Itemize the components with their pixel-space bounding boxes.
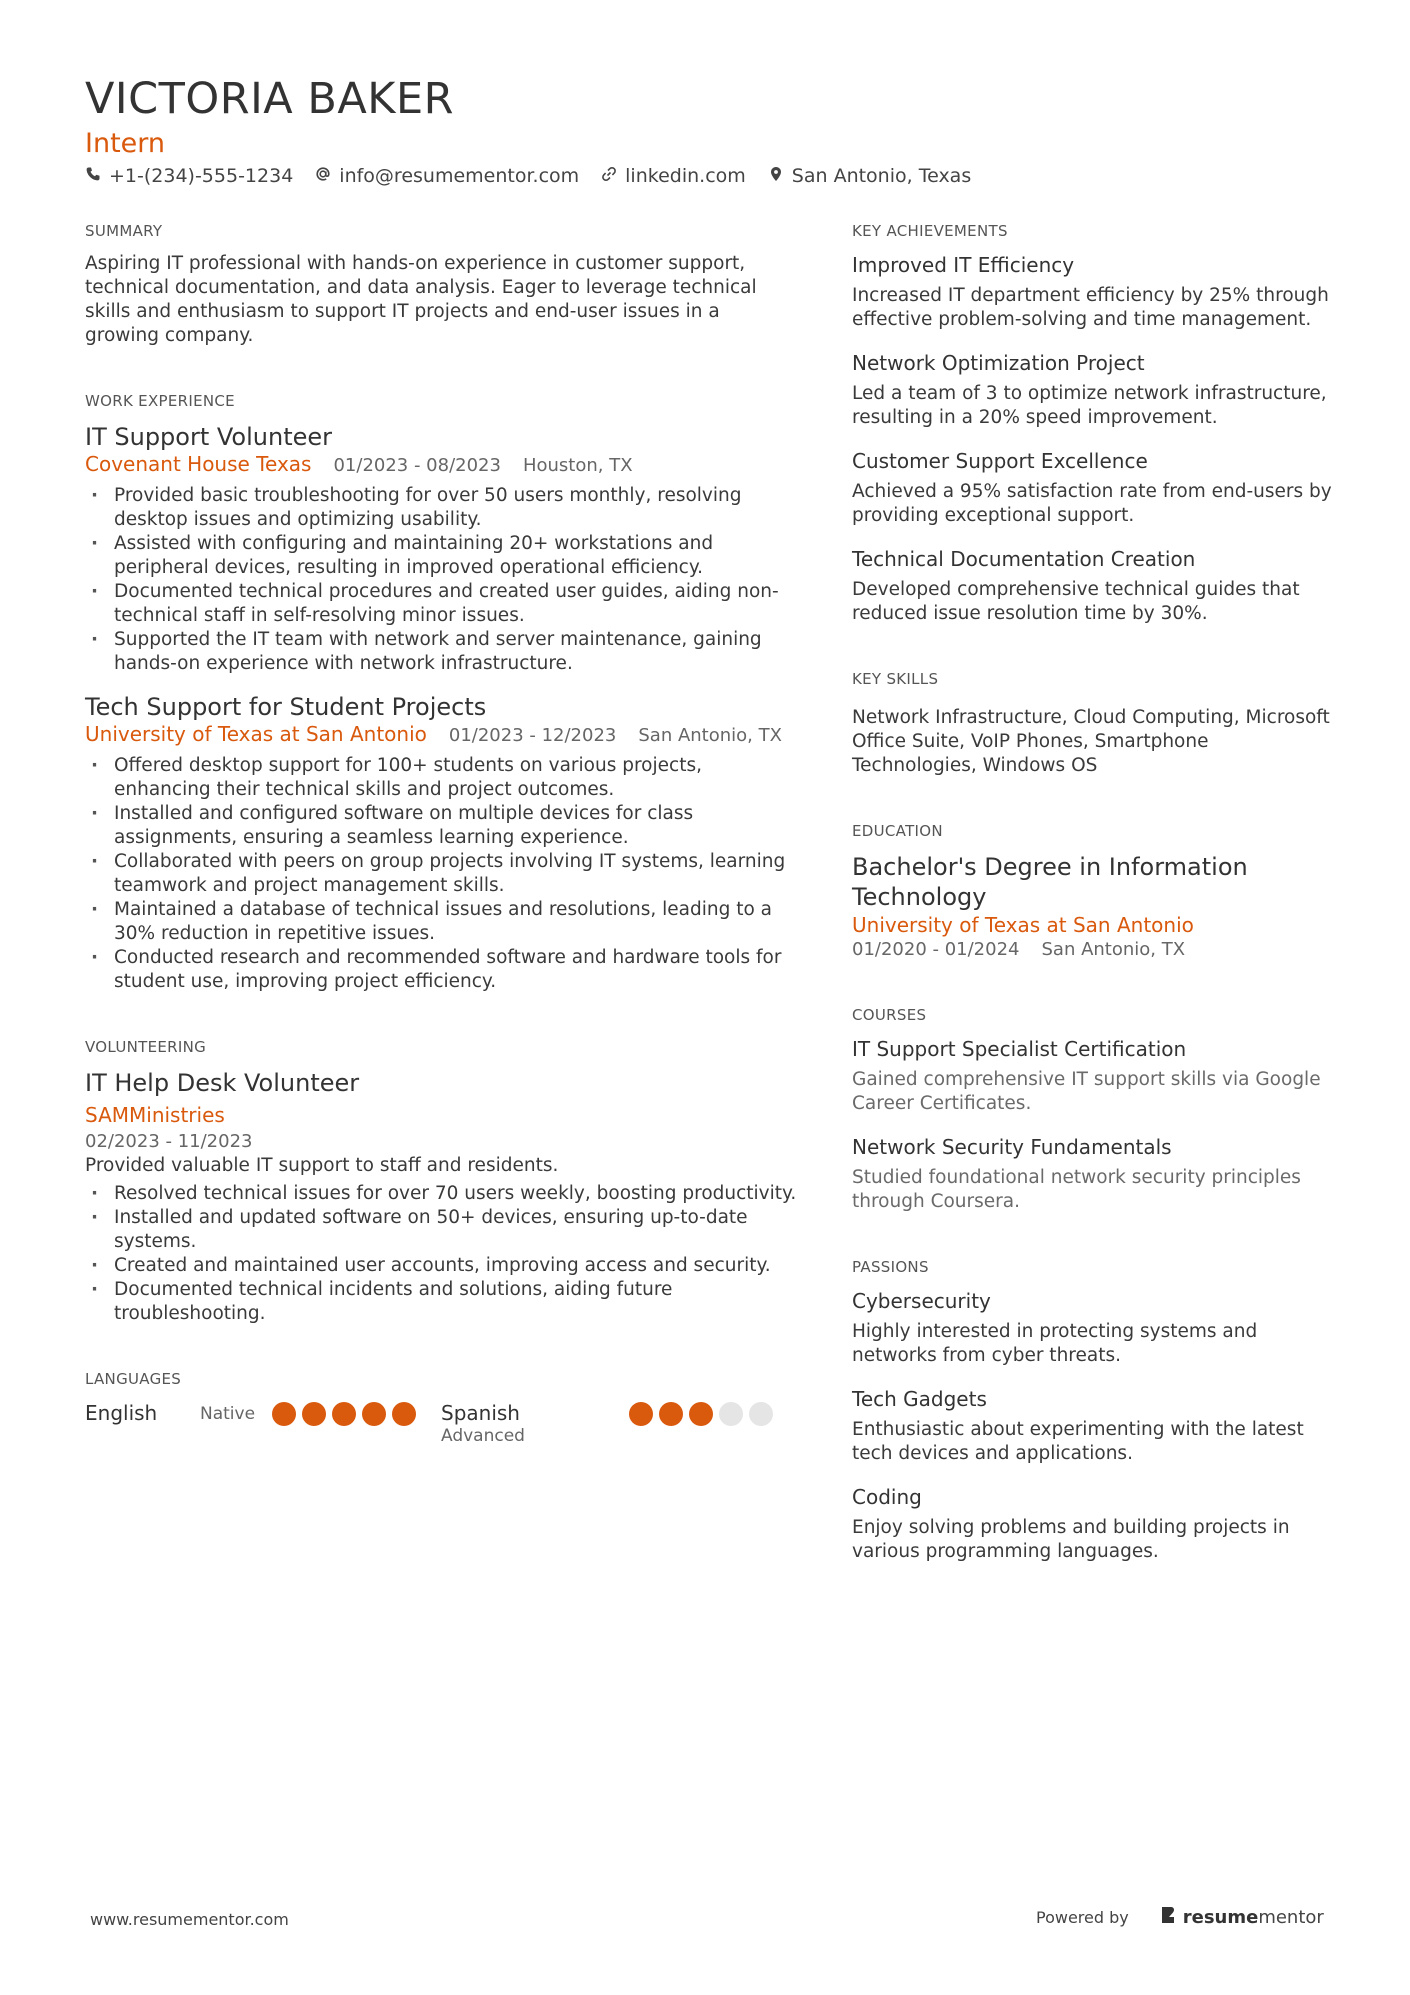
passion-item: [852, 1288, 1332, 1368]
bullet-item: · Documented technical incidents and solutions, aiding future troubleshooting.: [85, 1278, 797, 1326]
work-experience-heading: WORK EXPERIENCE: [85, 392, 235, 410]
job-organization: Covenant House Texas: [85, 452, 312, 476]
courses-heading: COURSES: [852, 1006, 927, 1024]
languages-row: [85, 1400, 797, 1446]
language-name: English: [85, 1401, 158, 1425]
passions-heading: PASSIONS: [852, 1258, 929, 1276]
left-column: [85, 222, 797, 1446]
achievement-desc: Increased IT department efficiency by 25% through effective problem-solving and time management.: [852, 285, 1329, 330]
contact-email[interactable]: [315, 165, 579, 187]
bullet-item: · Maintained a database of technical issues and resolutions, leading to a 30% reduction in repetitive issues.: [85, 898, 797, 946]
passion-title: Tech Gadgets: [852, 1387, 987, 1411]
volunteering-section: [85, 1038, 797, 1326]
language-level: Native: [200, 1404, 256, 1424]
link-icon: [601, 165, 617, 187]
summary-text: Aspiring IT professional with hands-on experience in customer support, technical documentation, and data analysis. Eager to leverage technical skills and enthusiasm to support IT projects and end-user issues in a growing company.: [85, 253, 757, 346]
achievement-title: Network Optimization Project: [852, 351, 1145, 375]
phone-text: +1-(234)-555-1234: [109, 165, 294, 187]
brand-light: mentor: [1258, 1907, 1324, 1928]
bullet-item: · Documented technical procedures and created user guides, aiding non-technical staff in self-resolving minor issues.: [85, 580, 797, 628]
job-location: Houston, TX: [522, 455, 633, 476]
rating-dot: [272, 1402, 296, 1426]
rating-dot: [719, 1402, 743, 1426]
footer-website[interactable]: www.resumementor.com: [90, 1910, 289, 1929]
achievement-desc: Achieved a 95% satisfaction rate from end-users by providing exceptional support.: [852, 481, 1332, 526]
summary-section: [85, 222, 797, 348]
passion-desc: Enjoy solving problems and building projects in various programming languages.: [852, 1517, 1290, 1562]
languages-section: [85, 1370, 797, 1446]
volunteer-intro: Provided valuable IT support to staff and residents.: [85, 1155, 559, 1176]
course-item: [852, 1134, 1332, 1214]
achievement-item: [852, 546, 1332, 626]
passion-item: [852, 1484, 1332, 1564]
passion-title: Cybersecurity: [852, 1289, 991, 1313]
education-school: University of Texas at San Antonio: [852, 913, 1194, 937]
job-title: IT Support Volunteer: [85, 423, 333, 451]
job-title: Tech Support for Student Projects: [85, 693, 487, 721]
education-location: San Antonio, TX: [1041, 939, 1186, 960]
course-desc: Gained comprehensive IT support skills via Google Career Certificates.: [852, 1069, 1321, 1114]
volunteer-bullets: [85, 1182, 797, 1326]
rating-dot: [689, 1402, 713, 1426]
language-rating: [272, 1400, 416, 1446]
resumementor-logo-icon: [1159, 1905, 1177, 1930]
location-text: San Antonio, Texas: [791, 165, 972, 187]
achievement-title: Technical Documentation Creation: [852, 547, 1196, 571]
summary-heading: SUMMARY: [85, 222, 163, 240]
candidate-role: Intern: [85, 128, 166, 159]
achievement-title: Customer Support Excellence: [852, 449, 1148, 473]
bullet-item: · Conducted research and recommended software and hardware tools for student use, improving project efficiency.: [85, 946, 797, 994]
bullet-item: · Installed and configured software on multiple devices for class assignments, ensuring a seamless learning experience.: [85, 802, 797, 850]
rating-dot: [749, 1402, 773, 1426]
passion-desc: Enthusiastic about experimenting with the latest tech devices and applications.: [852, 1419, 1304, 1464]
education-section: [852, 822, 1332, 962]
passion-title: Coding: [852, 1485, 922, 1509]
brand-bold: resume: [1182, 1907, 1259, 1928]
language-rating: [629, 1400, 773, 1446]
rating-dot: [362, 1402, 386, 1426]
contact-phone: [85, 165, 293, 187]
language-name: Spanish: [441, 1401, 520, 1425]
bullet-item: · Collaborated with peers on group projects involving IT systems, learning teamwork and project management skills.: [85, 850, 797, 898]
resumementor-logo[interactable]: [1159, 1905, 1324, 1930]
achievement-desc: Developed comprehensive technical guides that reduced issue resolution time by 30%.: [852, 579, 1300, 624]
job-entry: [85, 422, 797, 676]
language-english: [85, 1400, 441, 1446]
candidate-name: VICTORIA BAKER: [85, 74, 455, 124]
bullet-item: · Assisted with configuring and maintaining 20+ workstations and peripheral devices, resulting in improved operational efficiency.: [85, 532, 797, 580]
bullet-item: · Supported the IT team with network and server maintenance, gaining hands-on experience with network infrastructure.: [85, 628, 797, 676]
brand-text: [1183, 1907, 1324, 1928]
linkedin-text: linkedin.com: [625, 165, 746, 187]
achievement-item: [852, 350, 1332, 430]
education-meta: [852, 938, 1332, 962]
bullet-item: · Resolved technical issues for over 70 users weekly, boosting productivity.: [85, 1182, 797, 1206]
contact-linkedin[interactable]: [601, 165, 746, 187]
job-dates: 01/2023 - 08/2023: [333, 455, 501, 476]
achievement-desc: Led a team of 3 to optimize network infrastructure, resulting in a 20% speed improvement.: [852, 383, 1327, 428]
degree-title: Bachelor's Degree in Information Technology: [852, 853, 1248, 911]
courses-section: [852, 1006, 1332, 1214]
right-column: [852, 222, 1332, 1564]
key-skills-section: [852, 670, 1332, 778]
language-spanish: [441, 1400, 797, 1446]
bullet-item: · Provided basic troubleshooting for over 50 users monthly, resolving desktop issues and optimizing usability.: [85, 484, 797, 532]
course-item: [852, 1036, 1332, 1116]
contact-bar: [85, 165, 971, 187]
key-achievements-heading: KEY ACHIEVEMENTS: [852, 222, 1008, 240]
work-experience-section: [85, 392, 797, 994]
education-dates: 01/2020 - 01/2024: [852, 939, 1020, 960]
key-skills-heading: KEY SKILLS: [852, 670, 939, 688]
key-skills-text: Network Infrastructure, Cloud Computing, Microsoft Office Suite, VoIP Phones, Smartphone Technologies, Windows OS: [852, 707, 1330, 776]
job-entry: [85, 692, 797, 994]
footer-powered-by: [1036, 1905, 1324, 1930]
job-bullets: [85, 484, 797, 676]
powered-by-label: Powered by: [1036, 1908, 1129, 1927]
passion-desc: Highly interested in protecting systems and networks from cyber threats.: [852, 1321, 1258, 1366]
education-heading: EDUCATION: [852, 822, 943, 840]
languages-heading: LANGUAGES: [85, 1370, 182, 1388]
achievement-item: [852, 252, 1332, 332]
bullet-item: · Offered desktop support for 100+ students on various projects, enhancing their technical skills and project outcomes.: [85, 754, 797, 802]
course-desc: Studied foundational network security principles through Coursera.: [852, 1167, 1301, 1212]
key-achievements-section: [852, 222, 1332, 626]
job-location: San Antonio, TX: [638, 725, 782, 746]
job-bullets: [85, 754, 797, 994]
language-label-group: [441, 1400, 629, 1446]
volunteer-role: IT Help Desk Volunteer: [85, 1069, 360, 1097]
rating-dot: [302, 1402, 326, 1426]
location-pin-icon: [768, 165, 784, 187]
course-title: Network Security Fundamentals: [852, 1135, 1172, 1159]
bullet-item: · Created and maintained user accounts, improving access and security.: [85, 1254, 797, 1278]
at-icon: [315, 165, 331, 187]
passion-item: [852, 1386, 1332, 1466]
rating-dot: [332, 1402, 356, 1426]
contact-location: [768, 165, 971, 187]
volunteering-heading: VOLUNTEERING: [85, 1038, 207, 1056]
rating-dot: [659, 1402, 683, 1426]
passions-section: [852, 1258, 1332, 1564]
course-title: IT Support Specialist Certification: [852, 1037, 1187, 1061]
achievement-item: [852, 448, 1332, 528]
phone-icon: [85, 165, 101, 187]
rating-dot: [392, 1402, 416, 1426]
bullet-item: · Installed and updated software on 50+ devices, ensuring up-to-date systems.: [85, 1206, 797, 1254]
email-text: info@resumementor.com: [339, 165, 580, 187]
job-organization: University of Texas at San Antonio: [85, 722, 427, 746]
job-meta: [85, 722, 797, 748]
rating-dot: [629, 1402, 653, 1426]
job-meta: [85, 452, 797, 478]
language-level: Advanced: [441, 1426, 525, 1446]
volunteer-organization: SAMMinistries: [85, 1103, 225, 1127]
achievement-title: Improved IT Efficiency: [852, 253, 1075, 277]
volunteer-dates: 02/2023 - 11/2023: [85, 1131, 253, 1152]
job-dates: 01/2023 - 12/2023: [448, 725, 617, 746]
